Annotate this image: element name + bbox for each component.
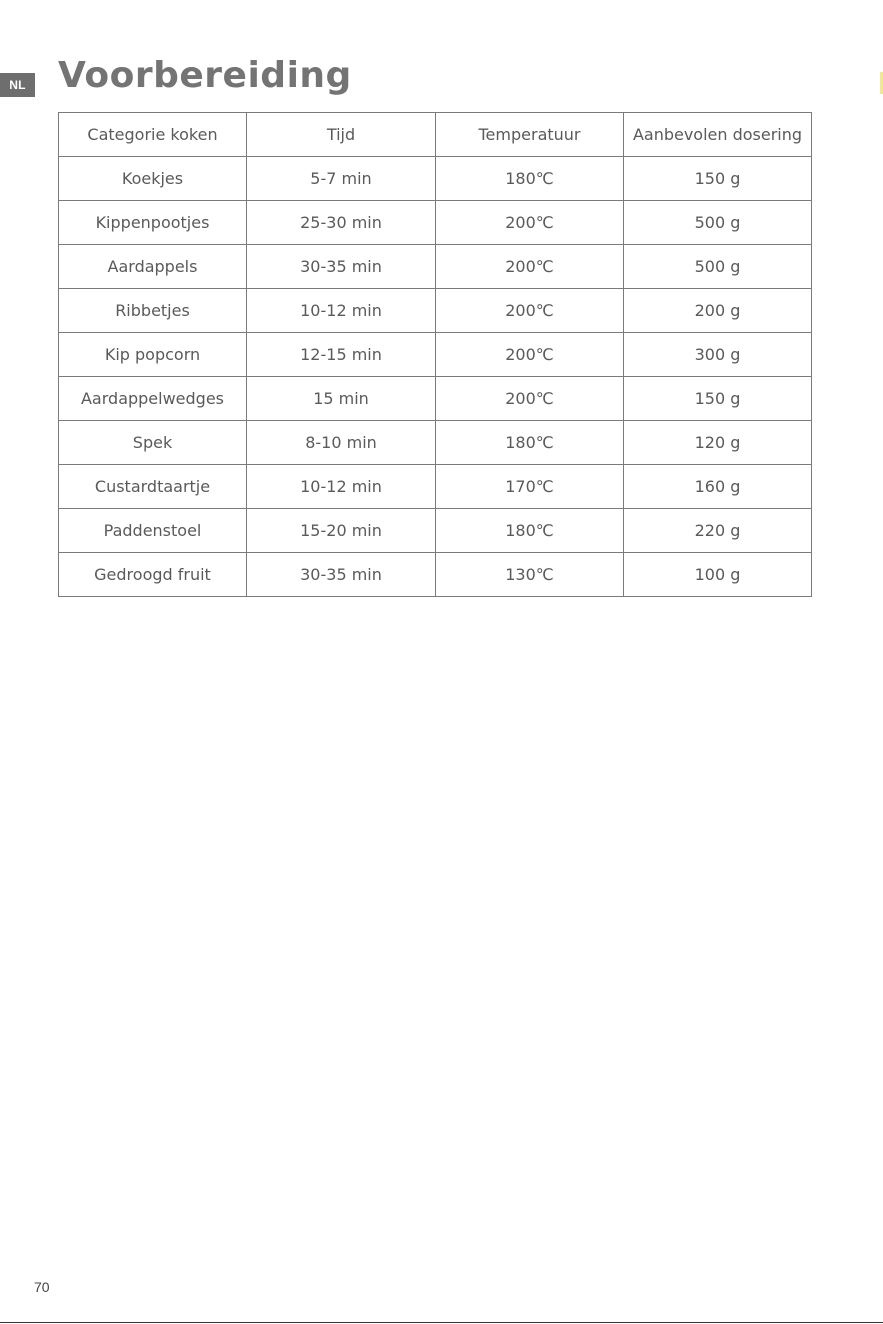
cell-temperature: 200℃ bbox=[436, 201, 624, 245]
page-title: Voorbereiding bbox=[58, 55, 352, 96]
cell-category: Aardappelwedges bbox=[59, 377, 247, 421]
cell-temperature: 130℃ bbox=[436, 553, 624, 597]
cell-dosage: 300 g bbox=[624, 333, 812, 377]
cell-time: 25-30 min bbox=[247, 201, 436, 245]
cell-time: 15-20 min bbox=[247, 509, 436, 553]
header-category: Categorie koken bbox=[59, 113, 247, 157]
cell-dosage: 150 g bbox=[624, 377, 812, 421]
table-header-row bbox=[59, 113, 812, 157]
cell-dosage: 100 g bbox=[624, 553, 812, 597]
preparation-table bbox=[58, 112, 812, 597]
table-row bbox=[59, 157, 812, 201]
cell-time: 30-35 min bbox=[247, 245, 436, 289]
cell-category: Ribbetjes bbox=[59, 289, 247, 333]
cell-category: Aardappels bbox=[59, 245, 247, 289]
cell-dosage: 150 g bbox=[624, 157, 812, 201]
cell-temperature: 180℃ bbox=[436, 421, 624, 465]
cell-category: Koekjes bbox=[59, 157, 247, 201]
table-row bbox=[59, 421, 812, 465]
cell-time: 10-12 min bbox=[247, 465, 436, 509]
cell-dosage: 500 g bbox=[624, 245, 812, 289]
cell-dosage: 200 g bbox=[624, 289, 812, 333]
table-row bbox=[59, 333, 812, 377]
cell-temperature: 200℃ bbox=[436, 245, 624, 289]
cell-category: Gedroogd fruit bbox=[59, 553, 247, 597]
cell-dosage: 500 g bbox=[624, 201, 812, 245]
cell-temperature: 200℃ bbox=[436, 377, 624, 421]
cell-dosage: 120 g bbox=[624, 421, 812, 465]
header-temperature: Temperatuur bbox=[436, 113, 624, 157]
cell-time: 10-12 min bbox=[247, 289, 436, 333]
cell-category: Spek bbox=[59, 421, 247, 465]
cell-time: 8-10 min bbox=[247, 421, 436, 465]
cell-time: 15 min bbox=[247, 377, 436, 421]
header-dosage: Aanbevolen dosering bbox=[624, 113, 812, 157]
cell-category: Kip popcorn bbox=[59, 333, 247, 377]
cell-dosage: 160 g bbox=[624, 465, 812, 509]
cell-time: 12-15 min bbox=[247, 333, 436, 377]
cell-temperature: 200℃ bbox=[436, 333, 624, 377]
language-tab: NL bbox=[0, 73, 35, 97]
table-row bbox=[59, 289, 812, 333]
cell-category: Paddenstoel bbox=[59, 509, 247, 553]
table-row bbox=[59, 377, 812, 421]
cell-time: 5-7 min bbox=[247, 157, 436, 201]
page-number: 70 bbox=[34, 1279, 50, 1295]
cell-category: Custardtaartje bbox=[59, 465, 247, 509]
cell-time: 30-35 min bbox=[247, 553, 436, 597]
header-time: Tijd bbox=[247, 113, 436, 157]
cell-temperature: 180℃ bbox=[436, 157, 624, 201]
cell-dosage: 220 g bbox=[624, 509, 812, 553]
cell-temperature: 170℃ bbox=[436, 465, 624, 509]
table-row bbox=[59, 245, 812, 289]
cell-temperature: 180℃ bbox=[436, 509, 624, 553]
bottom-divider bbox=[0, 1322, 883, 1323]
cell-category: Kippenpootjes bbox=[59, 201, 247, 245]
table-row bbox=[59, 553, 812, 597]
table-row bbox=[59, 201, 812, 245]
table-row bbox=[59, 509, 812, 553]
table-row bbox=[59, 465, 812, 509]
cell-temperature: 200℃ bbox=[436, 289, 624, 333]
